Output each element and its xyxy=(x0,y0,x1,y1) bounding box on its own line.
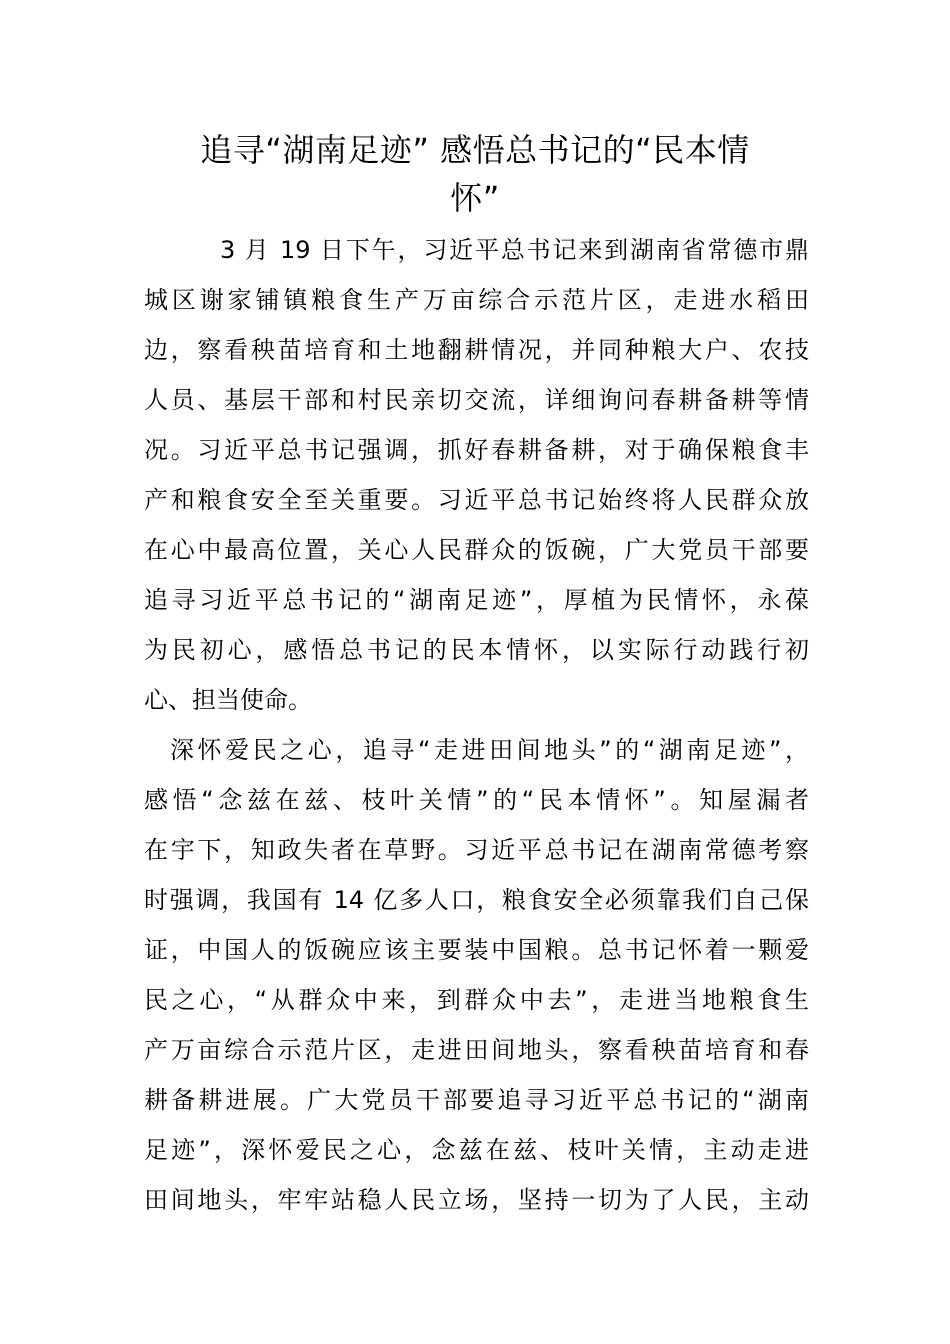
paragraph-line: 心、担当使命。 xyxy=(144,686,312,714)
paragraph-line: 时强调，我国有 14 亿多人口，粮食安全必须靠我们自己保 xyxy=(144,886,809,914)
paragraph-line: 城区谢家铺镇粮食生产万亩综合示范片区，走进水稻田 xyxy=(144,286,809,314)
document-title xyxy=(140,126,810,222)
paragraph-line: 深怀爱民之心，追寻“走进田间地头”的“湖南足迹”， xyxy=(170,736,809,764)
paragraph-line: 耕备耕进展。广大党员干部要追寻习近平总书记的“湖南 xyxy=(144,1086,809,1114)
paragraph-line: 民之心，“从群众中来，到群众中去”，走进当地粮食生 xyxy=(144,986,809,1014)
paragraph-line: 证，中国人的饭碗应该主要装中国粮。总书记怀着一颗爱 xyxy=(144,936,809,964)
document-body xyxy=(144,225,809,1225)
title-line-1: 追寻“湖南足迹” 感悟总书记的“民本情 xyxy=(200,131,750,169)
paragraph-line: 产和粮食安全至关重要。习近平总书记始终将人民群众放 xyxy=(144,486,809,514)
paragraph-line: 为民初心，感悟总书记的民本情怀，以实际行动践行初 xyxy=(144,636,809,664)
paragraph-line: 况。习近平总书记强调，抓好春耕备耕，对于确保粮食丰 xyxy=(144,436,809,464)
paragraph-line: 人员、基层干部和村民亲切交流，详细询问春耕备耕等情 xyxy=(144,386,809,414)
paragraph-line: 追寻习近平总书记的“湖南足迹”，厚植为民情怀，永葆 xyxy=(144,586,809,614)
title-line-2: 怀” xyxy=(450,179,500,217)
paragraph-line: 田间地头，牢牢站稳人民立场，坚持一切为了人民，主动 xyxy=(144,1186,809,1214)
paragraph-line: 边，察看秧苗培育和土地翻耕情况，并同种粮大户、农技 xyxy=(144,336,809,364)
paragraph-line: 在心中最高位置，关心人民群众的饭碗，广大党员干部要 xyxy=(144,536,809,564)
paragraph-line: 在宇下，知政失者在草野。习近平总书记在湖南常德考察 xyxy=(144,836,809,864)
paragraph-line: 3 月 19 日下午，习近平总书记来到湖南省常德市鼎 xyxy=(220,236,809,264)
paragraph-line: 足迹”，深怀爱民之心，念兹在兹、枝叶关情，主动走进 xyxy=(144,1136,809,1164)
paragraph-line: 感悟“念兹在兹、枝叶关情”的“民本情怀”。知屋漏者 xyxy=(144,786,809,814)
paragraph-line: 产万亩综合示范片区，走进田间地头，察看秧苗培育和春 xyxy=(144,1036,809,1064)
paragraph-2 xyxy=(144,725,809,1225)
paragraph-1 xyxy=(144,225,809,725)
